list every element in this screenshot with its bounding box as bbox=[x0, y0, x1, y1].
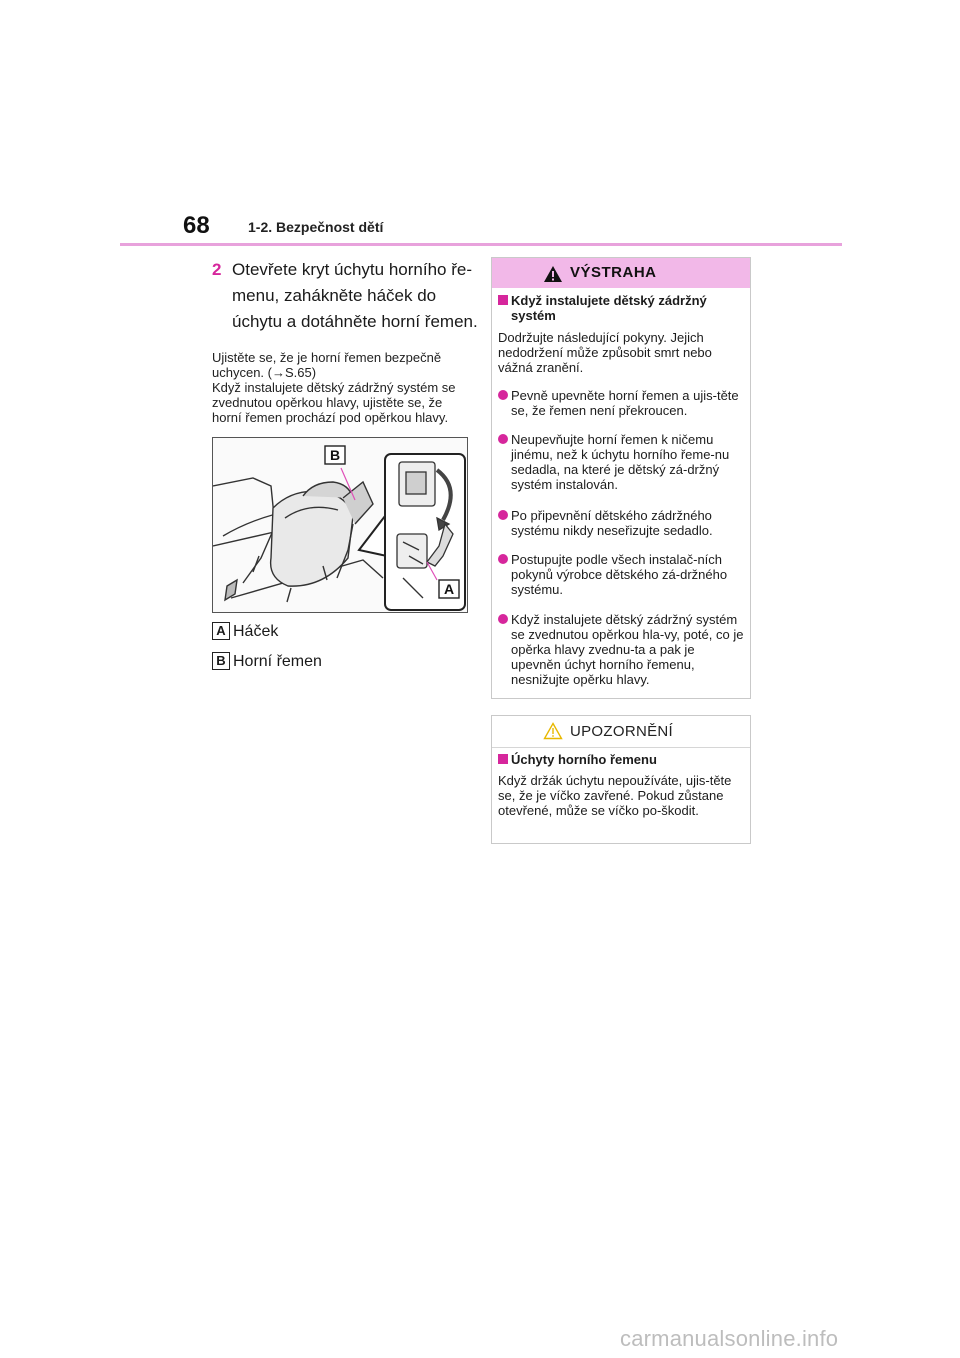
notice-heading-text: Úchyty horního řemenu bbox=[511, 752, 657, 767]
warning-bullet-text: Po připevnění dětského zádržného systému nikdy neseřizujte sedadlo. bbox=[511, 508, 713, 538]
warning-triangle-icon bbox=[543, 265, 563, 283]
warning-bullet-text: Neupevňujte horní řemen k ničemu jinému, než k úchytu horního řeme-nu sedadla, na které je dětský zá-držný systém instalován. bbox=[511, 432, 730, 492]
note-raised-headrest: Když instalujete dětský zádržný systém se zvednutou opěrkou hlavy, ujistěte se, že horní řemen prochází pod opěrkou hlavy. bbox=[212, 380, 456, 425]
warning-header bbox=[492, 258, 750, 288]
round-bullet-icon bbox=[498, 434, 508, 444]
warning-heading-text: Když instalujete dětský zádržný systém bbox=[511, 293, 707, 323]
warning-bullet-text: Pevně upevněte horní řemen a ujis-těte se, že řemen není překroucen. bbox=[511, 388, 739, 418]
legend-key: A bbox=[212, 622, 230, 640]
legend-key: B bbox=[212, 652, 230, 670]
round-bullet-icon bbox=[498, 554, 508, 564]
header-divider bbox=[120, 243, 842, 246]
square-bullet-icon bbox=[498, 754, 508, 764]
watermark: carmanualsonline.info bbox=[620, 1326, 839, 1351]
warning-title: VÝSTRAHA bbox=[570, 264, 657, 281]
callout-b: B bbox=[329, 447, 341, 463]
tether-illustration bbox=[213, 438, 467, 612]
step-text: Otevřete kryt úchytu horního ře-menu, zahákněte háček do úchytu a dotáhněte horní řemen. bbox=[232, 260, 478, 331]
warning-bullet-text: Postupujte podle všech instalač-ních pokynů výrobce dětského zá-držného systému. bbox=[511, 552, 728, 597]
round-bullet-icon bbox=[498, 390, 508, 400]
square-bullet-icon bbox=[498, 295, 508, 305]
step-number: 2 bbox=[212, 260, 222, 279]
section-title: 1-2. Bezpečnost dětí bbox=[248, 219, 384, 235]
warning-intro: Dodržujte následující pokyny. Jejich nedodržení může způsobit smrt nebo vážná zranění. bbox=[498, 330, 712, 375]
warning-box bbox=[491, 257, 751, 699]
illustration-top-tether bbox=[212, 437, 468, 613]
round-bullet-icon bbox=[498, 614, 508, 624]
notice-title: UPOZORNĚNÍ bbox=[570, 723, 674, 740]
callout-a: A bbox=[443, 581, 455, 597]
warning-bullet-text: Když instalujete dětský zádržný systém se zvednutou opěrkou hla-vy, poté, co je opěrka hlavy zvednu-ta a pak je upevněn úchyt horního řemenu, nesnižujte opěrku hlavy. bbox=[511, 612, 744, 687]
legend-label: Horní řemen bbox=[233, 653, 322, 670]
legend-label: Háček bbox=[233, 623, 279, 640]
notice-header bbox=[492, 716, 750, 748]
page-number: 68 bbox=[183, 212, 210, 239]
notice-body: Když držák úchytu nepoužíváte, ujis-těte se, že je víčko zavřené. Pokud zůstane otevřené, může se víčko po-škodit. bbox=[498, 773, 732, 818]
note-secure-strap: Ujistěte se, že je horní řemen bezpečně uchycen. (→S.65) bbox=[212, 350, 442, 380]
round-bullet-icon bbox=[498, 510, 508, 520]
caution-triangle-icon bbox=[543, 722, 563, 740]
notice-box bbox=[491, 715, 751, 844]
